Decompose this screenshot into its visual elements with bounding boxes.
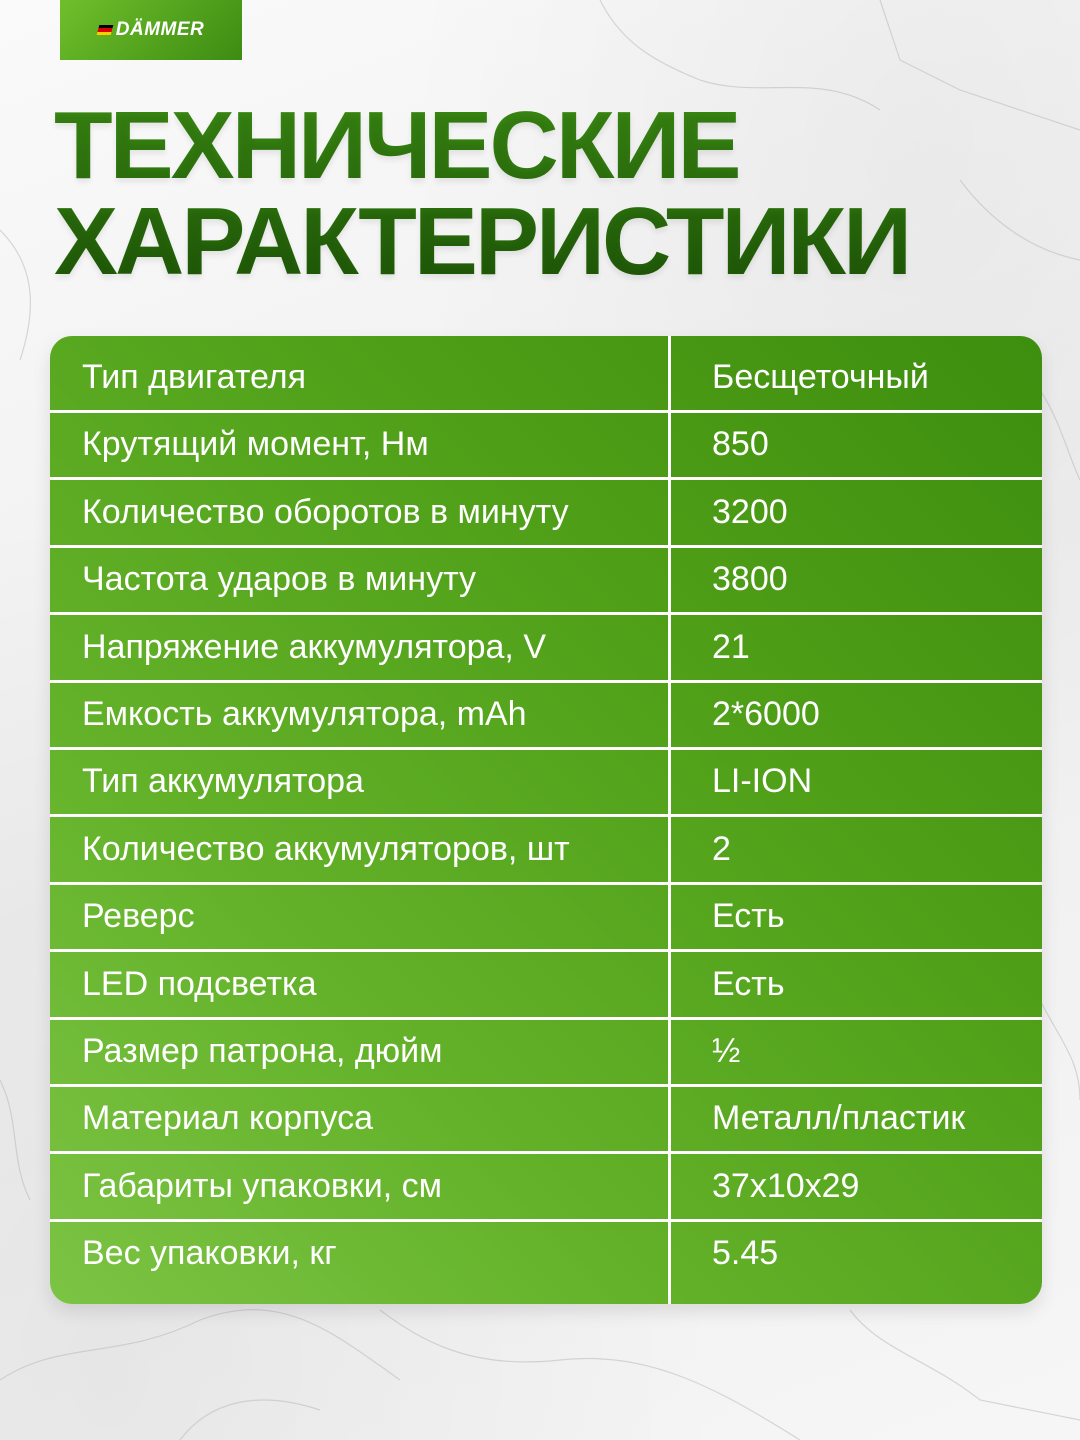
spec-value: 3800: [712, 560, 788, 599]
flag-icon: [96, 25, 113, 35]
spec-label: Тип двигателя: [82, 358, 307, 396]
spec-value: 21: [712, 627, 750, 666]
spec-label: Вес упаковки, кг: [82, 1234, 337, 1273]
brand-logo: [60, 0, 242, 60]
spec-value: 37x10x29: [712, 1166, 860, 1205]
spec-label: Крутящий момент, Нм: [82, 425, 429, 464]
spec-row: [50, 1018, 1042, 1085]
spec-label: Частота ударов в минуту: [82, 560, 477, 599]
spec-label: Тип аккумулятора: [82, 762, 364, 801]
spec-label: Габариты упаковки, см: [82, 1166, 443, 1205]
spec-value: 3200: [712, 492, 788, 531]
spec-row: [50, 614, 1042, 681]
flag-stripe-gold: [96, 32, 111, 35]
spec-label: Количество аккумуляторов, шт: [82, 829, 570, 868]
spec-row: [50, 951, 1042, 1018]
page-title-line-1: ТЕХНИЧЕСКИЕ: [54, 92, 739, 199]
spec-value: Бесщеточный: [712, 358, 929, 396]
spec-value: Есть: [712, 964, 785, 1003]
page-title-line-2: ХАРАКТЕРИСТИКИ: [54, 188, 910, 295]
spec-value: LI-ION: [712, 762, 813, 801]
spec-label: Материал корпуса: [82, 1099, 374, 1138]
spec-value: 5.45: [712, 1234, 779, 1273]
spec-row: [50, 681, 1042, 748]
specs-table: [50, 336, 1042, 1304]
spec-label: Емкость аккумулятора, mAh: [82, 695, 527, 733]
spec-row: [50, 748, 1042, 815]
spec-value: 2: [712, 829, 731, 868]
spec-row: [50, 1085, 1042, 1152]
spec-value: 2*6000: [712, 695, 820, 733]
spec-label: LED подсветка: [82, 964, 317, 1003]
spec-label: Реверс: [82, 897, 195, 936]
spec-label: Напряжение аккумулятора, V: [82, 627, 546, 666]
brand-logo-text: DÄMMER: [115, 19, 205, 40]
page-title: [54, 92, 1034, 295]
spec-value: ½: [712, 1032, 741, 1070]
spec-label: Количество оборотов в минуту: [82, 492, 569, 531]
spec-row: [50, 411, 1042, 478]
spec-row: [50, 546, 1042, 613]
spec-row: [50, 883, 1042, 950]
spec-value: 850: [712, 425, 769, 464]
spec-row: [50, 1220, 1042, 1287]
spec-row: [50, 344, 1042, 411]
spec-value: Есть: [712, 897, 785, 936]
spec-row: [50, 479, 1042, 546]
spec-row: [50, 1153, 1042, 1220]
spec-value: Металл/пластик: [712, 1099, 966, 1138]
spec-row: [50, 816, 1042, 883]
spec-label: Размер патрона, дюйм: [82, 1032, 443, 1070]
